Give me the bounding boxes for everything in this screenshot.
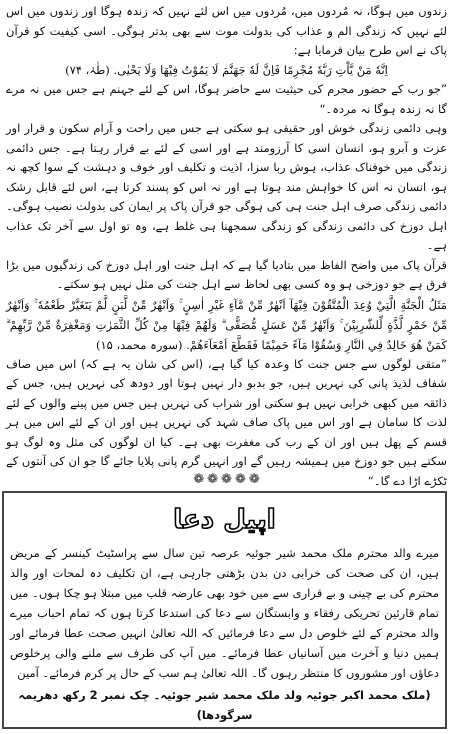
paragraph-eternal-life: وہی دائمی زندگی خوش اور حقیقی ہو سکتی ہے جس میں راحت و آرام سکون و قرار اور عزت و آبرو ہو، انسان اسی کا آرزومند ہے اور اسی کے لئے بے قرار رہتا ہے۔ جس دائمی زندگی میں خوفناک عذاب، ہوش ربا سزا، اذیت و تکلیف اور خوف و دہشت کے سوا کچھ نہ ہو، انسان نہ اس کا خواہش مند ہوتا ہے اور نہ اس کو پسند کرتا ہے، اس لئے قابل رشک دائمی زندگی صرف اہل جنت ہی کی ہوگی جو قرآن پاک پر ایمان کی بدولت نصیب ہوگی۔ اہل دوزخ کی دائمی زندگی کو زندگی سمجھنا ہی غلط ہے، وہ تو اول سے آخر تک عذاب ہے۔ xyxy=(6,121,447,252)
appeal-box xyxy=(2,491,447,729)
appeal-title: اپیل دعا xyxy=(173,505,276,535)
flower-ornament-icon: ❁ xyxy=(234,472,246,487)
ornament-divider xyxy=(0,472,453,488)
appeal-title-wrap xyxy=(4,505,445,535)
paragraph-intro: زندوں میں ہوگا، نہ مُردوں میں، مُردوں میں اس لئے نہیں کہ زندہ ہوگا اور زندوں میں اس لئے نہیں کہ زندگی الم و عذاب کی بدولت موت سے بھی بدتر ہوگی۔ اسی کیفیت کو قرآن پاک نے اس طرح بیان فرمایا ہے: xyxy=(6,4,447,57)
verse-translation-muhammad: ”متقی لوگوں سے جس جنت کا وعدہ کیا گیا ہے، (اس کی شان یہ ہے کہ) اس میں صاف شفاف لذیذ پانی کی نہریں ہیں، جو بدبو دار نہیں ہوتا اور دودھ کی نہریں ہیں، جس کے ذائقہ میں کبھی خرابی نہیں ہو سکتی اور شراب کی نہریں ہیں جس میں پینے والوں کے لئے لذت کا سامان ہے اور اس میں پاک صاف شہد کی نہریں ہیں اور ان کے لئے اس میں ہر قسم کے پھل ہیں اور ان کے رب کی مغفرت بھی ہے۔ کیا ان لوگوں کی مثل وہ لوگ ہو سکتے ہیں جو دوزخ میں ہمیشہ رہیں گے اور انہیں گرم پانی پلایا جائے گا جو ان کی آنتوں کے ٹکڑے اڑا دے گا۔“ xyxy=(6,356,447,488)
appeal-signature: (ملک محمد اکبر جوئیہ ولد ملک محمد شیر جوئیہ۔ چک نمبر 2 رکھ دھریمہ سرگودھا) xyxy=(18,688,431,722)
appeal-body: میرے والد محترم ملک محمد شیر جوئیہ عرصہ تین سال سے پراسٹیٹ کینسر کے مریض ہیں، ان کی صحت کی خرابی دن بدن بڑھتی جارہی ہے، ان تکلیف دہ لمحات اور والد محترم کی بے چینی و بے قراری سے میں خود بھی عارضہ قلب میں مبتلا ہو چکا ہوں۔ میں تمام قارئین تحریکی رفقاء و وابستگان سے دعا کی استدعا کرتا ہوں کہ تمام احباب میرے والد محترم کے لئے خلوص دل سے دعا فرمائیں کہ اللہ تعالیٰ انہیں صحت عطا فرمائے اور ہمیں دنیا و آخرت میں آسانیاں عطا فرمائے۔ میں آپ کی طرف سے ملنے والی پرخلوص دعاؤں اور مشوروں کا منتظر رہوں گا۔ اللہ تعالیٰ ہم سب کے حال پر کرم فرمائے۔ آمین xyxy=(10,546,439,680)
verse-translation-taha: ”جو رب کے حضور مجرم کی حیثیت سے حاضر ہوگا، اس کے لئے جہنم ہے جس میں نہ مرے گا نہ زندہ ہوگا نہ مردہ۔“ xyxy=(6,82,447,116)
paragraph-difference: قرآن پاک میں واضح الفاظ میں بتادیا گیا ہے کہ اہل جنت اور اہل دوزخ کی زندگیوں میں بڑا فرق ہے جو دوزخی ہو وہ کسی بھی لحاظ سے اہل جنت کی مثل نہیں ہو سکتے۔ xyxy=(6,257,447,291)
flower-ornament-icon: ❁ xyxy=(193,472,205,487)
flower-ornament-icon: ❁ xyxy=(221,472,232,487)
quran-verse-muhammad: مَثَلُ الْجَنَّةِ الَّتِيْ وُعِدَ الْمُتَّقُوْنَ فِيْهَآ اَنْهٰرٌ مِّنْ مَّآءٍ غَيْرِ اٰسِنٍ ۚ وَاَنْهٰرٌ مِّنْ لَّبَنٍ لَّمْ يَتَغَيَّرْ طَعْمُهٗ ۚ وَاَنْهٰرٌ مِّنْ خَمْرٍ لَّذَّةٍ لِّلشّٰرِبِيْنَ ۚ وَاَنْهٰرٌ مِّنْ عَسَلٍ مُّصَفًّى ۗ وَلَهُمْ فِيْهَا مِنْ كُلِّ الثَّمَرٰتِ وَمَغْفِرَةٌ مِّنْ رَّبِّهِمْ ۗ كَمَنْ هُوَ خَالِدٌ فِي النَّارِ وَسُقُوْا مَآءً حَمِيْمًا فَقَطَّعَ اَمْعَآءَهُمْ. (سورہ محمد، ۱۵) xyxy=(6,297,447,352)
article-body xyxy=(6,2,447,491)
flower-ornament-icon: ❁ xyxy=(207,472,219,487)
flower-ornament-icon: ❁ xyxy=(248,472,260,487)
quran-verse-taha: اِنَّهٗ مَنْ يَّاْتِ رَبَّهٗ مُجْرِمًا فَاِنَّ لَهٗ جَهَنَّمَ لَا يَمُوْتُ فِيْهَا وَلَا يَحْيٰى. (طٰہٰ، ۷۴) xyxy=(65,62,388,77)
